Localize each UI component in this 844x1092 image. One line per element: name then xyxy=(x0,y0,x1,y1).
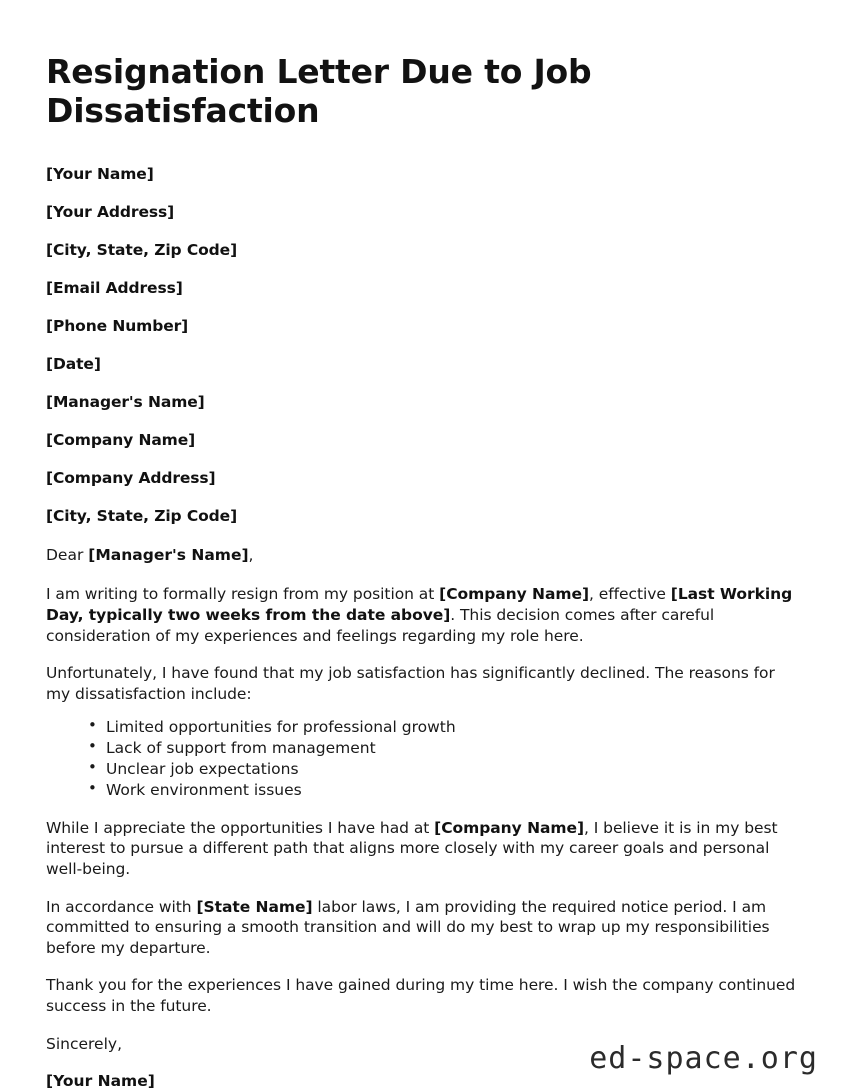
body-paragraph-3 xyxy=(46,818,796,880)
recipient-block xyxy=(46,393,796,526)
list-item: • Work environment issues xyxy=(88,780,796,800)
body-paragraph-1 xyxy=(46,584,796,646)
paragraph-3-company-placeholder: [Company Name] xyxy=(434,818,584,837)
paragraph-4-state-placeholder: [State Name] xyxy=(196,897,313,916)
closing-line: Sincerely, xyxy=(46,1034,123,1053)
reasons-list xyxy=(46,717,796,800)
sender-field-city-state-zip: [City, State, Zip Code] xyxy=(46,240,238,259)
paragraph-1-part-1: I am writing to formally resign from my position at xyxy=(46,585,440,604)
signature-name: [Your Name] xyxy=(46,1072,155,1091)
recipient-field-company-name: [Company Name] xyxy=(46,431,196,450)
paragraph-3-part-1: While I appreciate the opportunities I have had at xyxy=(46,818,435,837)
watermark: ed-space.org xyxy=(589,1041,818,1076)
sender-field-phone-number: [Phone Number] xyxy=(46,316,189,335)
recipient-field-city-state-zip: [City, State, Zip Code] xyxy=(46,507,238,526)
salutation-line xyxy=(46,545,796,566)
paragraph-1-company-placeholder: [Company Name] xyxy=(439,585,589,604)
body-paragraph-2: Unfortunately, I have found that my job satisfaction has significantly declined. The reasons for my dissatisfaction include: xyxy=(46,664,775,703)
list-item: • Lack of support from management xyxy=(88,738,796,758)
paragraph-4-part-1: In accordance with xyxy=(46,897,197,916)
sender-field-date: [Date] xyxy=(46,355,101,373)
salutation-trail: , xyxy=(248,546,254,565)
list-item: • Unclear job expectations xyxy=(88,759,796,779)
paragraph-1-part-3: . This decision comes after careful consideration of my experiences and feelings regarding my role here. xyxy=(46,606,715,645)
sender-field-email-address: [Email Address] xyxy=(46,278,183,297)
body-paragraph-4 xyxy=(46,897,796,959)
paragraph-4-part-2: labor laws, I am providing the required notice period. I am committed to ensuring a smooth transition and will do my best to wrap up my responsibilities before my departure. xyxy=(46,897,770,957)
salutation-manager-placeholder: [Manager's Name] xyxy=(88,546,249,565)
list-item: • Limited opportunities for professional growth xyxy=(88,717,796,737)
sender-field-your-name: [Your Name] xyxy=(46,164,154,183)
paragraph-3-part-2: , I believe it is in my best interest to pursue a different path that aligns more closely with my career goals and personal well-being. xyxy=(46,818,778,878)
body-paragraph-5: Thank you for the experiences I have gained during my time here. I wish the company continued success in the future. xyxy=(46,976,796,1016)
sender-field-your-address: [Your Address] xyxy=(46,202,175,221)
page-title: Resignation Letter Due to Job Dissatisfaction xyxy=(46,52,592,131)
sender-block xyxy=(46,165,796,374)
paragraph-1-last-day-placeholder: [Last Working Day, typically two weeks from the date above] xyxy=(46,585,793,624)
recipient-field-manager-name: [Manager's Name] xyxy=(46,393,205,412)
paragraph-1-part-2: , effective xyxy=(588,585,671,604)
salutation-lead: Dear xyxy=(46,546,89,565)
recipient-field-company-address: [Company Address] xyxy=(46,469,216,488)
